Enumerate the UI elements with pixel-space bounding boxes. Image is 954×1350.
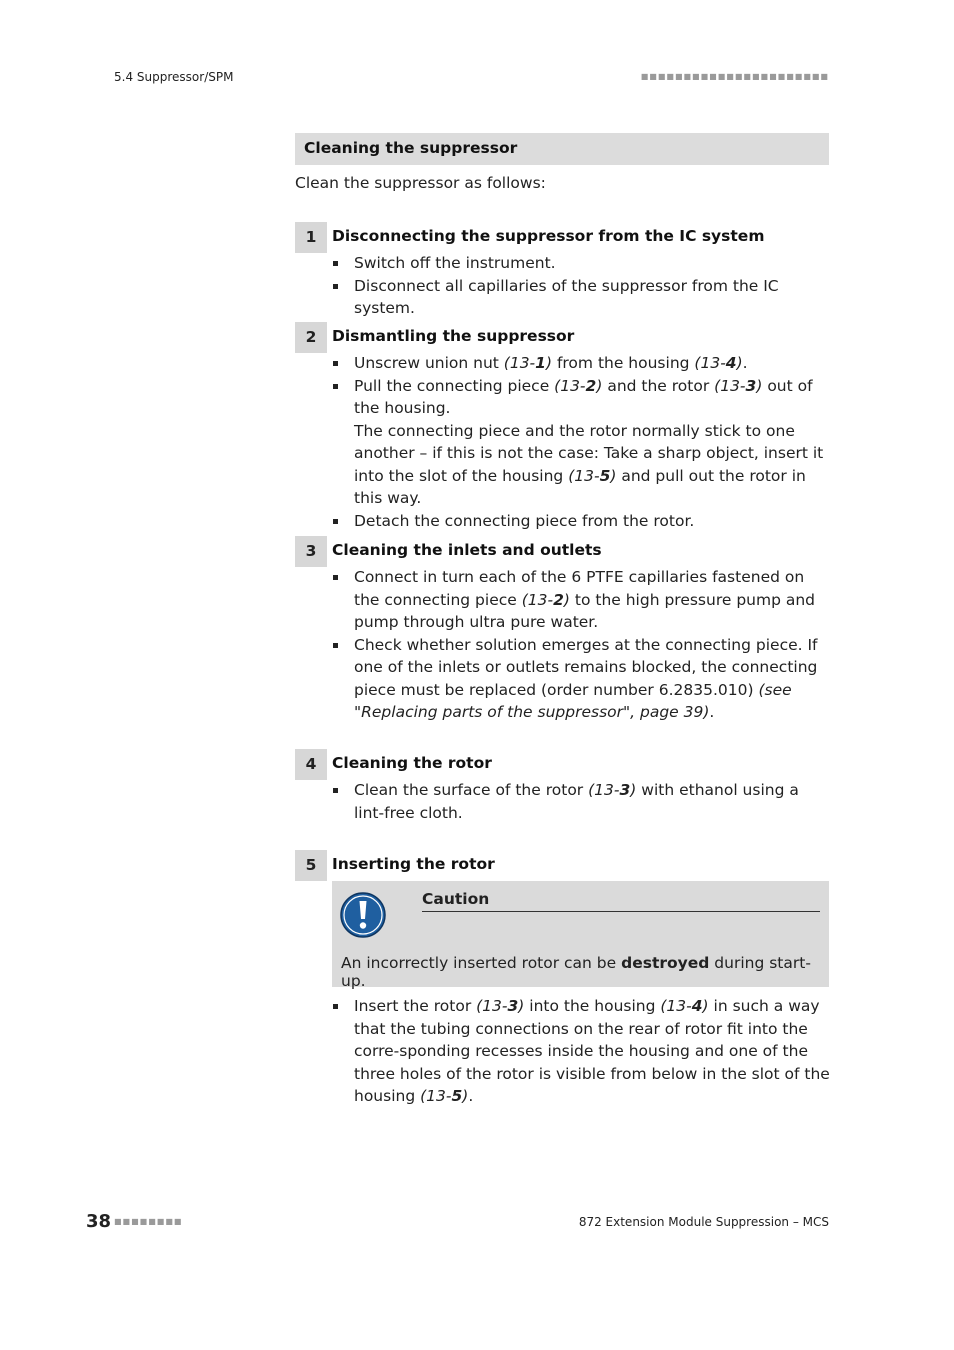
step-title: Dismantling the suppressor [332, 327, 575, 345]
step-bullets [332, 352, 832, 532]
step-number: 5 [295, 850, 327, 881]
figure-reference: (13-2) [521, 590, 570, 609]
list-item: Clean the surface of the rotor (13-3) with ethanol using a lint-free cloth. [332, 779, 832, 824]
figure-reference: (13-1) [503, 354, 553, 372]
step-title: Inserting the rotor [332, 855, 495, 873]
exclamation-icon [340, 892, 386, 938]
caution-box [332, 881, 829, 990]
list-item: Unscrew union nut (13-1) from the housing (13-4). [332, 352, 832, 375]
step-bullets [332, 566, 832, 724]
step-title: Cleaning the inlets and outlets [332, 541, 602, 559]
intro-text: Clean the suppressor as follows: [295, 174, 546, 192]
cross-reference-link[interactable]: (see "Replacing parts of the suppressor", page 39) [354, 680, 792, 721]
figure-reference: (13-3) [476, 997, 525, 1015]
document-title: 872 Extension Module Suppression – MCS [578, 1215, 829, 1229]
list-item: Insert the rotor (13-3) into the housing (13-4) in such a way that the tubing connections on the rear of rotor fit into the corre-sponding recesses inside the housing and one of the three holes of the rotor is visible from below in the slot of the housing (13-5). [332, 995, 832, 1108]
step-bullets [332, 779, 832, 824]
caution-text: An incorrectly inserted rotor can be destroyed during start-up. [341, 954, 811, 990]
figure-reference: (13-4) [660, 997, 709, 1015]
list-item: Disconnect all capillaries of the suppressor from the IC system. [332, 275, 832, 320]
step-title: Cleaning the rotor [332, 754, 492, 772]
list-item: Check whether solution emerges at the connecting piece. If one of the inlets or outlets remains blocked, the connecting piece must be replaced (order number 6.2835.010) (see "Replacing parts of the suppressor", page 39). [332, 634, 832, 724]
figure-reference: (13-5) [568, 466, 617, 485]
figure-reference: (13-3) [714, 376, 763, 395]
figure-reference: (13-4) [694, 354, 743, 372]
footer-decoration: ■■■■■■■■ [114, 1217, 183, 1226]
running-header-section: 5.4 Suppressor/SPM [114, 70, 234, 84]
step-title: Disconnecting the suppressor from the IC system [332, 227, 765, 245]
list-item: Pull the connecting piece (13-2) and the rotor (13-3) out of the housing. The connecting piece and the rotor normally stick to one another – if this is not the case: Take a sharp object, insert it into the slot of the housing (13-5) and pull out the rotor in this way. [332, 375, 832, 510]
page-number: 38 [86, 1211, 112, 1232]
figure-reference: (13-5) [420, 1087, 469, 1105]
caution-title: Caution [422, 890, 820, 912]
header-decoration: ■■■■■■■■■■■■■■■■■■■■■■ [640, 72, 829, 81]
step-number: 1 [295, 222, 327, 253]
figure-reference: (13-2) [554, 376, 603, 395]
step-bullets [332, 995, 832, 1108]
list-item: Connect in turn each of the 6 PTFE capillaries fastened on the connecting piece (13-2) to the high pressure pump and pump through ultra pure water. [332, 566, 832, 634]
step-number: 3 [295, 536, 327, 567]
figure-reference: (13-3) [588, 781, 637, 799]
step-number: 4 [295, 749, 327, 780]
list-item: Detach the connecting piece from the rotor. [332, 510, 832, 533]
list-item: Switch off the instrument. [332, 252, 832, 275]
section-title: Cleaning the suppressor [295, 133, 829, 165]
step-bullets [332, 252, 832, 320]
step-number: 2 [295, 322, 327, 353]
